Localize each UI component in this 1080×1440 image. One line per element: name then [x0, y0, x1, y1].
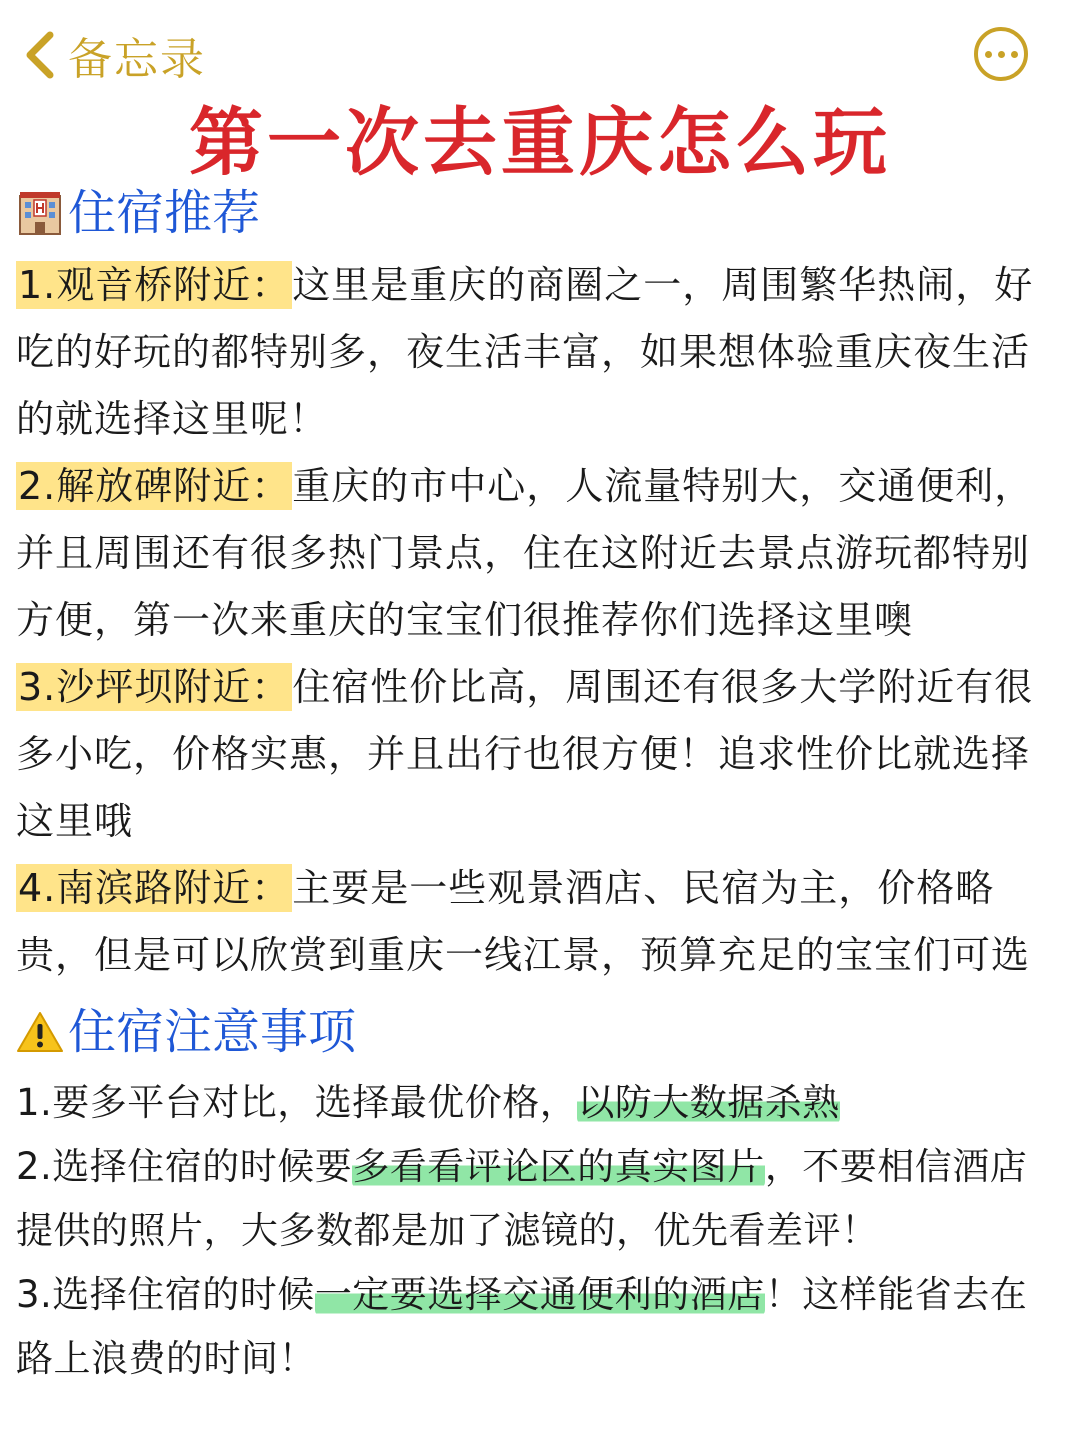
- note-text: ！这样能省去在路上浪费的时间！: [16, 1273, 1028, 1380]
- item-text: 主要是一些观景酒店、民宿为主，价格略贵，但是可以欣赏到重庆一线江景，预算充足的宝宝们可选: [16, 866, 1031, 977]
- back-button[interactable]: [22, 20, 206, 90]
- item-text: 重庆的市中心，人流量特别大，交通便利，并且周围还有很多热门景点，住在这附近去景点游玩都特别方便，第一次来重庆的宝宝们很推荐你们选择这里噢: [16, 464, 1034, 642]
- section-heading-text: 住宿注意事项: [68, 1004, 357, 1060]
- chevron-left-icon: [22, 30, 56, 80]
- list-item: [16, 1263, 1056, 1391]
- item-text: 这里是重庆的商圈之一，周围繁华热闹，好吃的好玩的都特别多，夜生活丰富，如果想体验重庆夜生活的就选择这里呢！: [16, 263, 1034, 441]
- note-highlight: 以防大数据杀熟: [577, 1081, 840, 1124]
- note-text: 2.选择住宿的时候要: [16, 1145, 353, 1188]
- list-item: [16, 1135, 1056, 1263]
- back-label: 备忘录: [68, 34, 206, 85]
- note-content: [16, 180, 1056, 1391]
- list-item: [16, 855, 1056, 989]
- section-heading-notes: [16, 999, 1056, 1065]
- note-highlight: 多看看评论区的真实图片: [352, 1145, 765, 1188]
- section-heading-accommodation: [16, 180, 1056, 246]
- item-label: 4.南滨路附近：: [18, 866, 291, 910]
- list-item: [16, 1071, 1056, 1135]
- note-text: 3.选择住宿的时候: [16, 1273, 315, 1316]
- note-highlight: 一定要选择交通便利的酒店: [314, 1273, 765, 1316]
- more-options-button[interactable]: [974, 27, 1028, 81]
- warning-icon: [16, 1008, 64, 1056]
- item-label: 3.沙坪坝附近：: [18, 665, 291, 709]
- item-label: 1.观音桥附近：: [18, 263, 291, 307]
- list-item: [16, 453, 1056, 654]
- more-dot-icon: [985, 51, 992, 58]
- list-item: [16, 654, 1056, 855]
- item-label: 2.解放碑附近：: [18, 464, 291, 508]
- note-text: 1.要多平台对比，选择最优价格，: [16, 1081, 578, 1124]
- hotel-icon: [16, 189, 64, 237]
- list-item: [16, 252, 1056, 453]
- top-bar: [0, 0, 1080, 110]
- page-title: 第一次去重庆怎么玩: [189, 100, 891, 186]
- note-text: ，不要相信酒店提供的照片，大多数都是加了滤镜的，优先看差评！: [16, 1145, 1028, 1252]
- more-dot-icon: [998, 51, 1005, 58]
- notes-list: [16, 1071, 1056, 1391]
- section-heading-text: 住宿推荐: [68, 185, 261, 241]
- item-text: 住宿性价比高，周围还有很多大学附近有很多小吃，价格实惠，并且出行也很方便！追求性价比就选择这里哦: [16, 665, 1034, 843]
- more-dot-icon: [1011, 51, 1018, 58]
